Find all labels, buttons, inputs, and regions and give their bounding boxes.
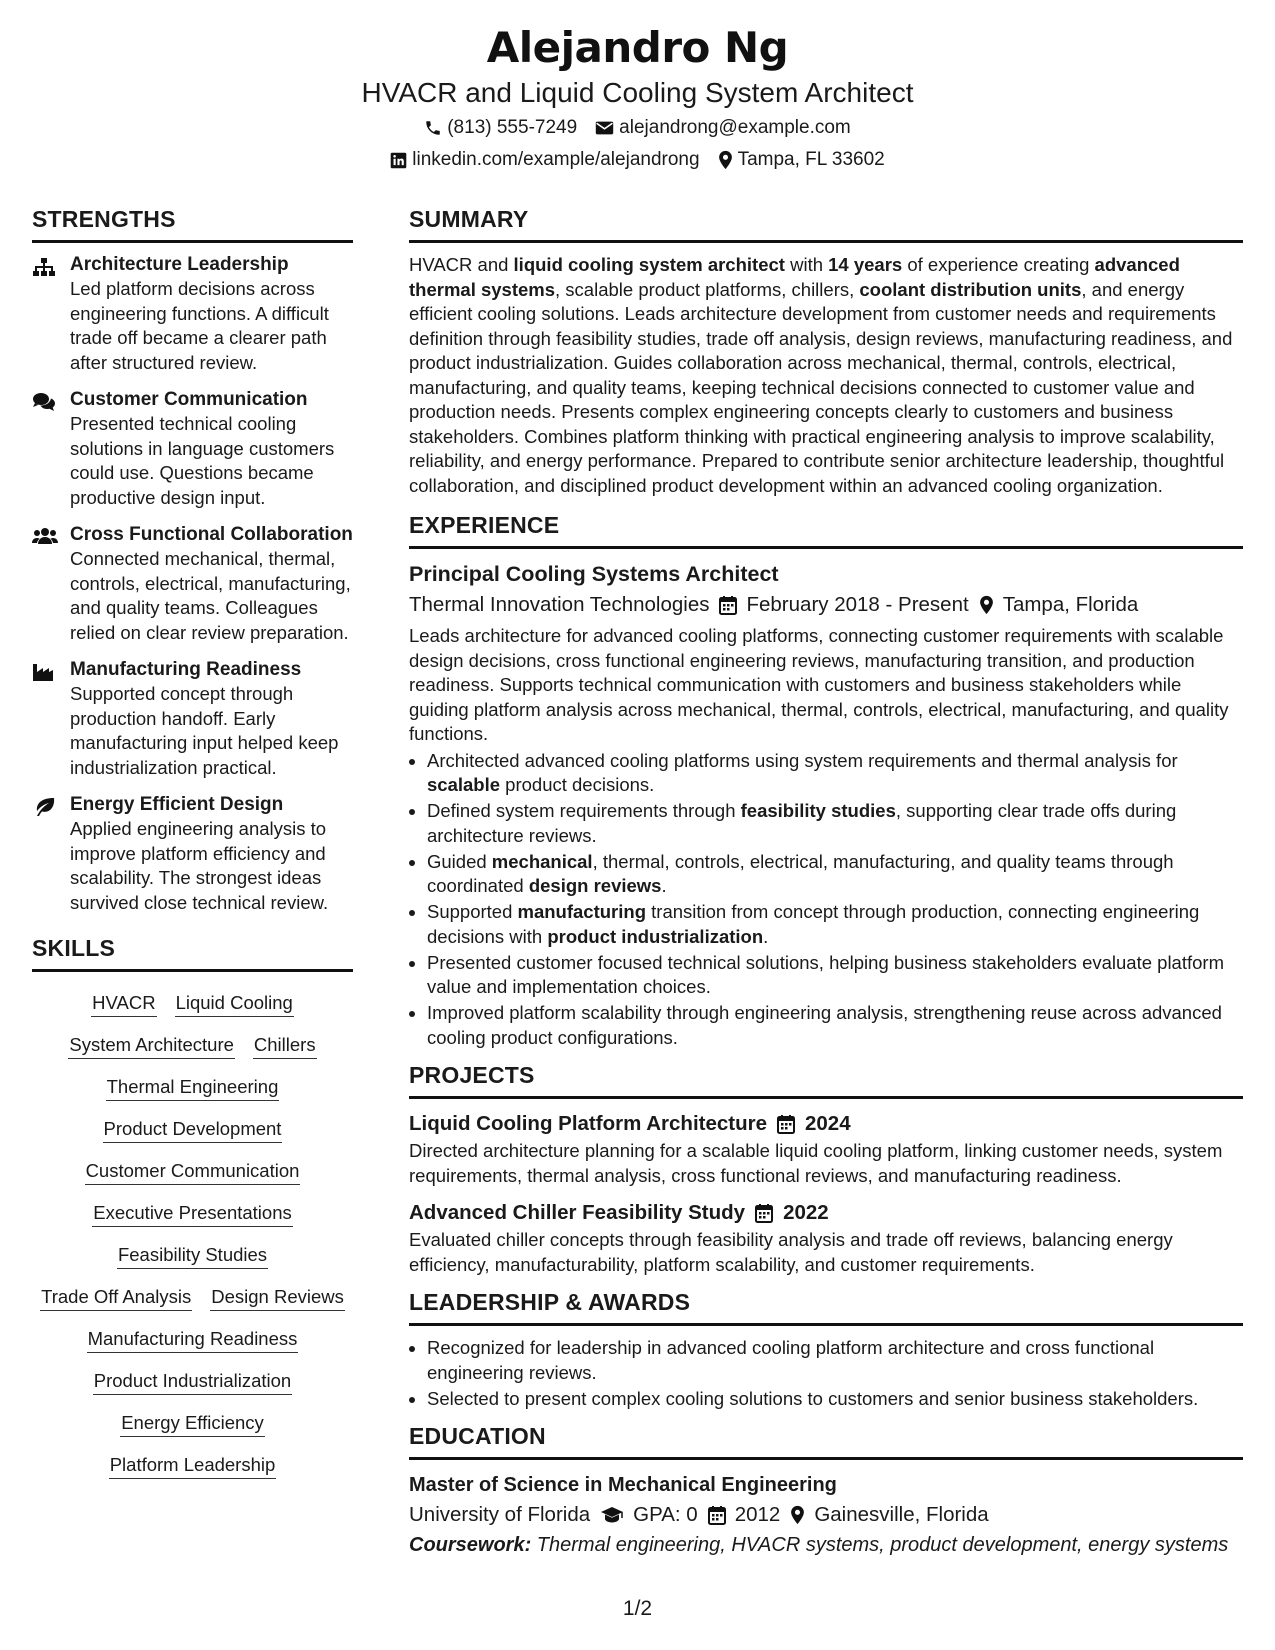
- skill-tag: Energy Efficiency: [120, 1410, 265, 1437]
- skill-tag: Executive Presentations: [92, 1200, 292, 1227]
- skill-tag: Design Reviews: [210, 1284, 345, 1311]
- contact-line-1: [0, 112, 1275, 144]
- project-title-row: [409, 1109, 1243, 1139]
- right-column: [409, 204, 1243, 1560]
- education-degree: Master of Science in Mechanical Engineering: [409, 1474, 837, 1496]
- phone-icon: [424, 119, 442, 137]
- contact-line-2: [0, 144, 1275, 176]
- education-meta: [409, 1500, 1243, 1530]
- job-dates: February 2018 - Present: [746, 593, 969, 616]
- strength-item: [32, 793, 353, 915]
- school-name: University of Florida: [409, 1503, 591, 1526]
- envelope-icon: [595, 120, 614, 136]
- skill-tag: Manufacturing Readiness: [87, 1326, 299, 1353]
- skills-list: [32, 986, 353, 1479]
- left-column: [32, 204, 353, 1494]
- job-location: Tampa, Florida: [1002, 593, 1139, 616]
- strength-title: Architecture Leadership: [70, 254, 289, 275]
- list-item: • Presented customer focused technical solutions, helping business stakeholders evaluate platform value and implementation choices.: [427, 951, 1243, 1000]
- linkedin-text: linkedin.com/example/alejandrong: [412, 149, 700, 170]
- skill-tag: Platform Leadership: [109, 1452, 277, 1479]
- awards-heading: LEADERSHIP & AWARDS: [409, 1287, 1243, 1326]
- strength-desc: Supported concept through production handoff. Early manufacturing input helped keep industrialization practical.: [70, 683, 339, 778]
- industry-icon: [32, 662, 54, 682]
- list-item: • Architected advanced cooling platforms using system requirements and thermal analysis for scalable product decisions.: [427, 749, 1243, 798]
- skill-tag: Feasibility Studies: [117, 1242, 268, 1269]
- candidate-title: HVACR and Liquid Cooling System Architect: [361, 77, 914, 108]
- location-contact: [718, 144, 885, 176]
- phone-text: (813) 555-7249: [447, 117, 578, 138]
- skill-tag: Trade Off Analysis: [40, 1284, 192, 1311]
- strengths-heading: STRENGTHS: [32, 204, 353, 243]
- list-item: • Selected to present complex cooling solutions to customers and senior business stakeholders.: [427, 1387, 1243, 1412]
- project-description: Evaluated chiller concepts through feasibility analysis and trade off reviews, balancing energy efficiency, manufacturability, platform scalability, and customer requirements.: [409, 1229, 1173, 1275]
- coursework: Coursework: Thermal engineering, HVACR systems, product development, energy systems: [409, 1534, 1229, 1556]
- strength-desc: Connected mechanical, thermal, controls, electrical, manufacturing, and quality teams. Colleagues relied on clear review preparation.: [70, 548, 351, 643]
- phone-contact[interactable]: [424, 112, 577, 144]
- list-item: • Improved platform scalability through engineering analysis, strengthening reuse across advanced cooling product configurations.: [427, 1001, 1243, 1050]
- project-year: 2022: [783, 1201, 829, 1224]
- summary-heading: SUMMARY: [409, 204, 1243, 243]
- skill-tag: System Architecture: [68, 1032, 235, 1059]
- strength-desc: Led platform decisions across engineering functions. A difficult trade off became a clearer path after structured review.: [70, 278, 329, 373]
- calendar-icon: [719, 595, 737, 615]
- strength-item: [32, 523, 353, 645]
- strength-item: [32, 253, 353, 375]
- job-title: Principal Cooling Systems Architect: [409, 562, 779, 586]
- calendar-icon: [708, 1505, 726, 1525]
- summary-text: HVACR and liquid cooling system architect with 14 years of experience creating advanced thermal systems, scalable product platforms, chillers, coolant distribution units, and energy efficient cooling solutions. Leads architecture development from customer needs and requirements definition through feasibility studies, trade off analysis, design reviews, manufacturing readiness, and product industrialization. Guides collaboration across mechanical, thermal, controls, electrical, manufacturing, and quality teams, keeping technical decisions connected to customer value and production needs. Presents complex engineering concepts clearly to customers and business stakeholders. Combines platform thinking with practical engineering analysis to improve scalability, reliability, and energy performance. Prepared to contribute senior architecture leadership, thoughtful collaboration, and disciplined product development within an advanced cooling organization.: [409, 254, 1233, 496]
- sitemap-icon: [32, 257, 56, 277]
- education-location: Gainesville, Florida: [814, 1503, 989, 1526]
- education-heading: EDUCATION: [409, 1421, 1243, 1460]
- map-marker-icon: [718, 150, 733, 170]
- skill-tag: Customer Communication: [85, 1158, 301, 1185]
- skill-tag: Product Development: [103, 1116, 283, 1143]
- graduation-cap-icon: [600, 1506, 624, 1524]
- calendar-icon: [777, 1114, 795, 1134]
- list-item: • Defined system requirements through feasibility studies, supporting clear trade offs during architecture reviews.: [427, 799, 1243, 848]
- skill-tag: Thermal Engineering: [106, 1074, 280, 1101]
- strength-title: Cross Functional Collaboration: [70, 524, 353, 545]
- candidate-name: Alejandro Ng: [486, 23, 789, 72]
- project-title: Liquid Cooling Platform Architecture: [409, 1112, 767, 1135]
- education-year: 2012: [734, 1503, 781, 1526]
- strength-title: Manufacturing Readiness: [70, 659, 302, 680]
- skill-tag: HVACR: [91, 990, 156, 1017]
- location-text: Tampa, FL 33602: [737, 149, 885, 170]
- project-title: Advanced Chiller Feasibility Study: [409, 1201, 746, 1224]
- awards-list: [409, 1336, 1243, 1411]
- project-title-row: [409, 1198, 1243, 1228]
- skill-tag: Product Industrialization: [93, 1368, 292, 1395]
- experience-heading: EXPERIENCE: [409, 510, 1243, 549]
- job-description: Leads architecture for advanced cooling platforms, connecting customer requirements with scalable design decisions, cross functional engineering reviews, manufacturing transition, and production readiness. Supports technical communication with customers and business stakeholders while guiding platform analysis across mechanical, thermal, controls, electrical, manufacturing, and quality functions.: [409, 625, 1229, 744]
- projects-heading: PROJECTS: [409, 1060, 1243, 1099]
- skill-tag: Chillers: [253, 1032, 317, 1059]
- strength-desc: Applied engineering analysis to improve platform efficiency and scalability. The strongest ideas survived close technical review.: [70, 818, 329, 913]
- strength-item: [32, 658, 353, 780]
- job-meta: [409, 589, 1243, 621]
- map-marker-icon: [979, 595, 994, 615]
- resume-header: [0, 22, 1275, 176]
- page-number: 1/2: [622, 1597, 653, 1620]
- linkedin-contact[interactable]: [390, 144, 699, 176]
- map-marker-icon: [790, 1505, 805, 1525]
- strength-title: Energy Efficient Design: [70, 794, 284, 815]
- strength-desc: Presented technical cooling solutions in language customers could use. Questions became productive design input.: [70, 413, 335, 508]
- linkedin-icon: [390, 152, 407, 169]
- comments-icon: [32, 392, 56, 412]
- strength-title: Customer Communication: [70, 389, 308, 410]
- education-gpa: GPA: 0: [633, 1503, 698, 1526]
- skill-tag: Liquid Cooling: [175, 990, 294, 1017]
- email-text: alejandrong@example.com: [619, 117, 851, 138]
- job-bullets: [409, 749, 1243, 1051]
- list-item: • Supported manufacturing transition from concept through production, connecting engineering decisions with product industrialization.: [427, 900, 1243, 949]
- list-item: • Guided mechanical, thermal, controls, electrical, manufacturing, and quality teams through coordinated design reviews.: [427, 850, 1243, 899]
- leaf-icon: [32, 797, 56, 817]
- project-year: 2024: [805, 1112, 851, 1135]
- company-name: Thermal Innovation Technologies: [409, 593, 710, 616]
- strength-item: [32, 388, 353, 510]
- project-description: Directed architecture planning for a scalable liquid cooling platform, linking customer needs, system requirements, thermal analysis, cross functional reviews, and manufacturing readiness.: [409, 1140, 1223, 1186]
- list-item: • Recognized for leadership in advanced cooling platform architecture and cross functional engineering reviews.: [427, 1336, 1243, 1385]
- email-contact[interactable]: [595, 112, 851, 144]
- skills-heading: SKILLS: [32, 933, 353, 972]
- calendar-icon: [755, 1203, 773, 1223]
- users-icon: [32, 527, 58, 545]
